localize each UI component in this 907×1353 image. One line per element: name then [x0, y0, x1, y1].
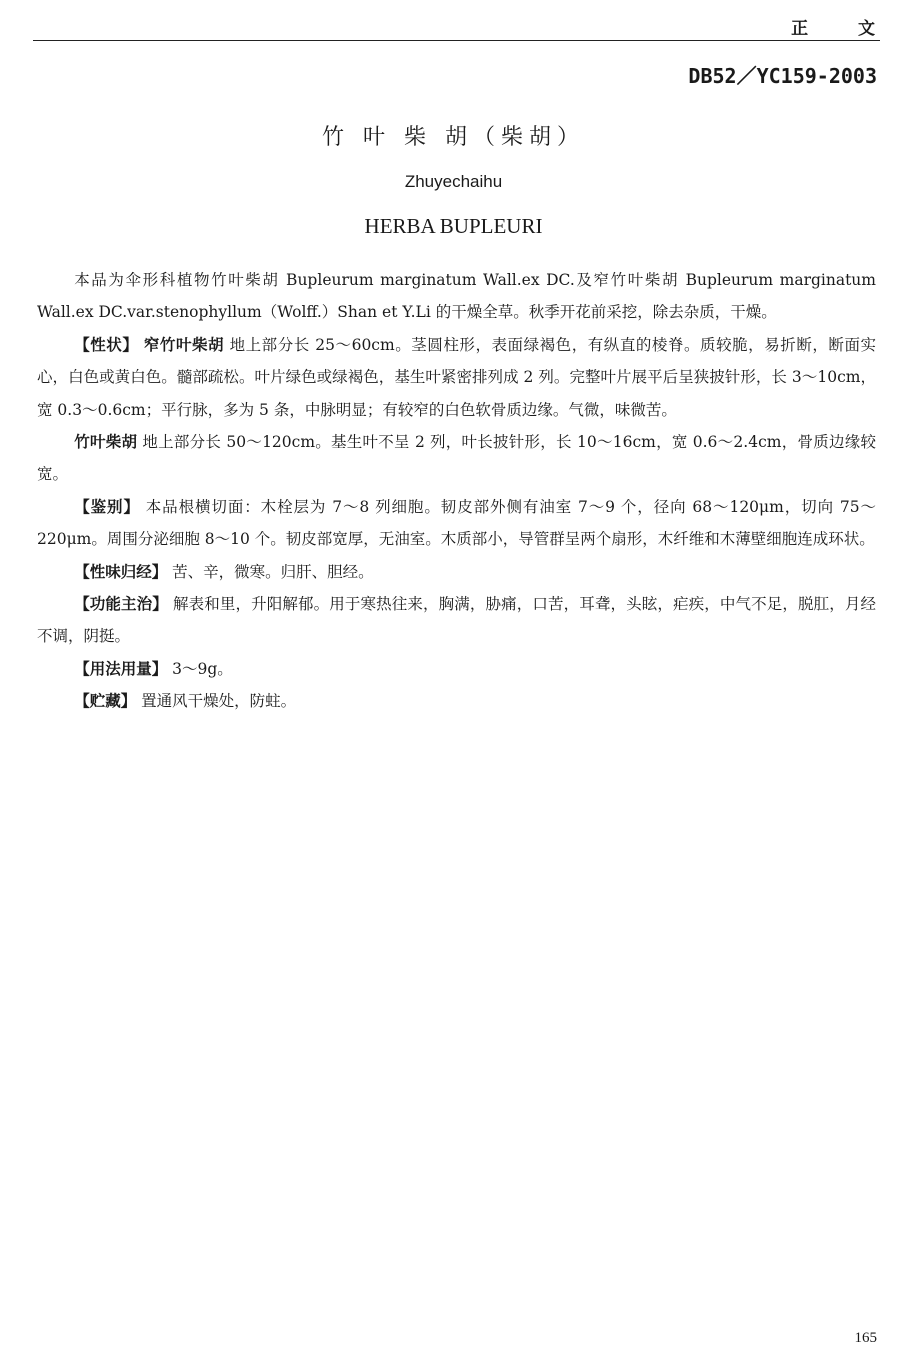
paragraph-description	[37, 329, 876, 426]
page-number: 165	[854, 1330, 877, 1346]
paragraph-function	[37, 588, 876, 653]
variety-label: 窄竹叶柴胡	[143, 335, 225, 354]
paragraph-source	[37, 264, 876, 329]
section-label-dosage: 【用法用量】	[74, 659, 168, 678]
paragraph-text: 地上部分长 50～120cm。基生叶不呈 2 列，叶长披针形，长 10～16cm，宽 0.6～2.4cm，骨质边缘较宽。	[37, 433, 876, 484]
latin-name: HERBA BUPLEURI	[364, 214, 543, 238]
pinyin-name: Zhuyechaihu	[404, 172, 503, 191]
section-label-description: 【性状】	[74, 335, 139, 354]
paragraph-storage	[37, 685, 876, 717]
paragraph-identification	[37, 491, 876, 556]
section-label: 正 文	[791, 19, 897, 39]
paragraph-dosage	[37, 653, 876, 685]
paragraph-text: 本品根横切面：木栓层为 7～8 列细胞。韧皮部外侧有油室 7～9 个，径向 68～120μm，切向 75～220μm。周围分泌细胞 8～10 个。韧皮部宽厚，无油室。木质部小，导管群呈两个扇形，木纤维和木薄壁细胞连成环状。	[37, 497, 876, 549]
paragraph-text: 解表和里，升阳解郁。用于寒热往来，胸满，胁痛，口苦，耳聋，头眩，疟疾，中气不足，脱肛，月经不调，阴挺。	[37, 595, 876, 646]
monograph-title: 竹 叶 柴 胡（柴胡）	[322, 125, 585, 150]
section-label-function: 【功能主治】	[74, 595, 168, 614]
paragraph-text: 3～9g。	[172, 659, 233, 678]
section-label-nature: 【性味归经】	[74, 562, 168, 581]
section-label-storage: 【贮藏】	[74, 692, 137, 711]
header-divider	[33, 40, 880, 41]
monograph-body	[37, 264, 876, 718]
standard-number: DB52／YC159-2003	[688, 64, 877, 88]
paragraph-variety	[37, 426, 876, 491]
paragraph-text: 置通风干燥处，防蛀。	[141, 692, 297, 711]
paragraph-text: 本品为伞形科植物竹叶柴胡 Bupleurum marginatum Wall.ex DC.及窄竹叶柴胡 Bupleurum marginatum Wall.ex DC.var.stenophyllum（Wolff.）Shan et Y.Li 的干燥全草。秋季开花前采挖，除去杂质，干燥。	[37, 271, 876, 322]
paragraph-text: 地上部分长 25～60cm。茎圆柱形，表面绿褐色，有纵直的棱脊。质较脆，易折断，断面实心，白色或黄白色。髓部疏松。叶片绿色或绿褐色，基生叶紧密排列成 2 列。完整叶片展平后呈狭披针形，长 3～10cm，宽 0.3～0.6cm；平行脉，多为 5 条，中脉明显；有较窄的白色软骨质边缘。气微，味微苦。	[37, 335, 876, 419]
variety-label: 竹叶柴胡	[74, 433, 138, 452]
paragraph-nature-meridian	[37, 556, 876, 588]
paragraph-text: 苦、辛，微寒。归肝、胆经。	[172, 562, 374, 581]
section-label-identification: 【鉴别】	[74, 497, 140, 516]
